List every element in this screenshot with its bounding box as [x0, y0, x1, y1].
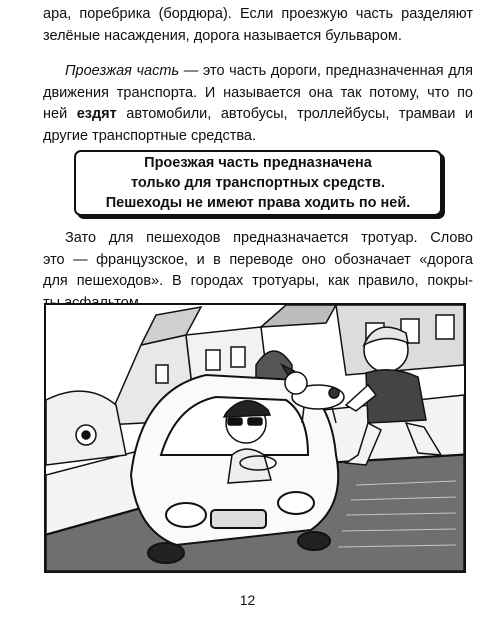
emphasis-drive: ездят — [76, 106, 117, 122]
text-line: зелёные насаждения, дорога называется бульваром. — [43, 27, 402, 44]
text-fragment: — это часть дороги, предназначенная для — [179, 63, 473, 79]
rule-line: Пешеходы не имеют права ходить по ней. — [105, 195, 411, 211]
rule-line: Проезжая часть предназначена — [144, 155, 372, 171]
text-line: ара, поребрика (бордюра). Если проезжую часть разделяют — [43, 6, 473, 22]
text-line: другие транспортные средства. — [43, 127, 256, 144]
page-number: 12 — [239, 592, 256, 608]
paragraph-roadway-definition — [43, 61, 473, 147]
text-line: для пешеходов». В городах тротуары, как правило, покры- — [43, 273, 473, 289]
term-roadway: Проезжая часть — [65, 63, 180, 79]
text-fragment: автомобили, автобусы, троллейбусы, трамваи и — [116, 106, 474, 122]
rule-box — [74, 150, 442, 216]
text-fragment: ней — [43, 106, 77, 122]
car-left — [46, 391, 126, 465]
paragraph-sidewalk — [43, 228, 473, 314]
text-line — [43, 61, 473, 83]
text-line: это — французское, и в переводе оно обозначает «дорога — [43, 251, 473, 268]
text-line: движения транспорта. И называется она так потому, что по — [43, 84, 473, 101]
street-illustration — [44, 303, 466, 573]
text-line: Зато для пешеходов предназначается тротуар. Слово — [65, 230, 473, 246]
text-line — [43, 104, 473, 126]
paragraph-boulevard — [43, 4, 473, 47]
rule-line: только для транспортных средств. — [131, 175, 385, 191]
illustration-drawing — [46, 305, 464, 571]
